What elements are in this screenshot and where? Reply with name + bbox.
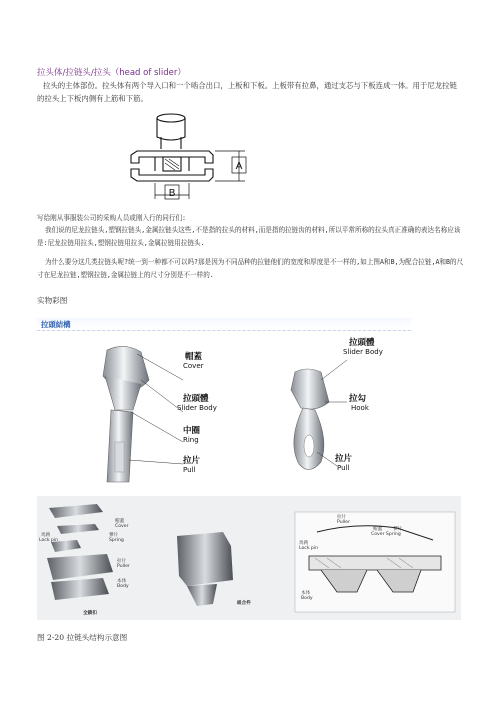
label-pull2-en: Pull: [337, 464, 350, 472]
left-slider-image: [103, 346, 149, 482]
diag-r-cover: 帽蓋: [373, 527, 383, 532]
paragraph-reason: 为什么要分这几类拉链头呢?统一到一种都不可以吗?那是因为不同品种的拉链他们的宽度和厚度是不一样的,如上图A和B,为配合拉链,A和B的尺寸在尼龙拉链,塑钢拉链,金属拉链上的尺寸分别是不一样的.: [37, 258, 464, 279]
label-body2-cn: 拉頭體: [349, 338, 375, 348]
diag-body: 本体: [117, 579, 127, 584]
diag-cover-en: Cover: [115, 524, 129, 529]
dimension-b-label: B: [168, 188, 176, 199]
diag-r-puller-en: Puller: [337, 520, 350, 525]
label-body2-en: Slider Body: [343, 348, 383, 356]
diag-spring: 彈片: [109, 533, 119, 538]
diag-lockpin-en: Lock pin: [39, 538, 59, 543]
figure-caption: 图 2-20 拉链头结构示意图: [37, 633, 128, 642]
label-cover-en: Cover: [183, 362, 204, 370]
diag-cover: 帽蓋: [115, 519, 125, 524]
label-pull-cn: 拉片: [183, 456, 201, 466]
slider-photo-panel: [37, 332, 411, 490]
slider-cross-section-drawing: [125, 107, 265, 207]
heading-en: head of slider: [119, 68, 178, 78]
diag-r-spring: 彈片: [393, 527, 403, 532]
diag-sub1: 全鎖扣: [83, 611, 97, 616]
heading-cn: 拉头体/拉链头/拉头（: [37, 68, 120, 78]
photo-banner: [37, 318, 411, 331]
diag-spring-en: Spring: [109, 538, 124, 543]
diag-r-cs-en: Cover Spring: [371, 532, 401, 537]
label-ring-cn: 中圈: [183, 426, 201, 436]
label-pull-en: Pull: [183, 466, 196, 474]
label-ring-en: Ring: [183, 436, 199, 444]
paragraph-definition: 拉头的主体部份。拉头体有两个导入口和一个啮合出口，上板和下板。上板带有拉鼻，通过支芯与下板连成一体。用于尼龙拉链的拉头上下板内侧有上筋和下筋。: [37, 81, 457, 103]
section-heading: [37, 66, 186, 78]
diag-r-body: 本体: [301, 591, 311, 596]
diag-r-body-en: Body: [301, 596, 313, 601]
label-body-en: Slider Body: [177, 404, 217, 412]
diag-r-lockpin-en: Lock pin: [299, 546, 319, 551]
diag-sub2: 組合件: [237, 601, 251, 606]
paragraph-intro: 写给刚从事服装公司的采购人员或刚入行的同行们:: [37, 214, 187, 222]
dimension-a-label: A: [235, 161, 243, 172]
slider-structure-diagram: [37, 496, 461, 620]
diag-puller: 拉片: [117, 559, 127, 564]
label-pull2-cn: 拉片: [335, 454, 353, 464]
paragraph-naming: 我们说的尼龙拉链头,塑钢拉链头,金属拉链头这些,不是指的拉头的材料,而是指的拉链齿的材料,所以平常所称的拉头真正准确的表达名称应该是:尼龙拉链用拉头,塑钢拉链用拉头,金属拉链用拉链头.: [37, 226, 461, 247]
label-cover-cn: 帽蓋: [185, 352, 203, 362]
heading-close: ）: [177, 68, 186, 78]
label-body-cn: 拉頭體: [183, 394, 209, 404]
label-hook-cn: 拉勾: [349, 394, 367, 404]
photo-banner-title: 拉頭結構: [41, 320, 71, 329]
diag-lockpin: 馬鉤: [41, 533, 51, 538]
section-title: 实物彩图: [37, 296, 68, 305]
diag-r-lockpin: 馬鉤: [299, 541, 309, 546]
right-slider-image: [291, 369, 329, 470]
diag-body-en: Body: [117, 584, 129, 589]
label-hook-en: Hook: [351, 404, 369, 412]
diag-r-puller: 拉片: [337, 515, 347, 520]
diag-puller-en: Puller: [117, 564, 130, 569]
